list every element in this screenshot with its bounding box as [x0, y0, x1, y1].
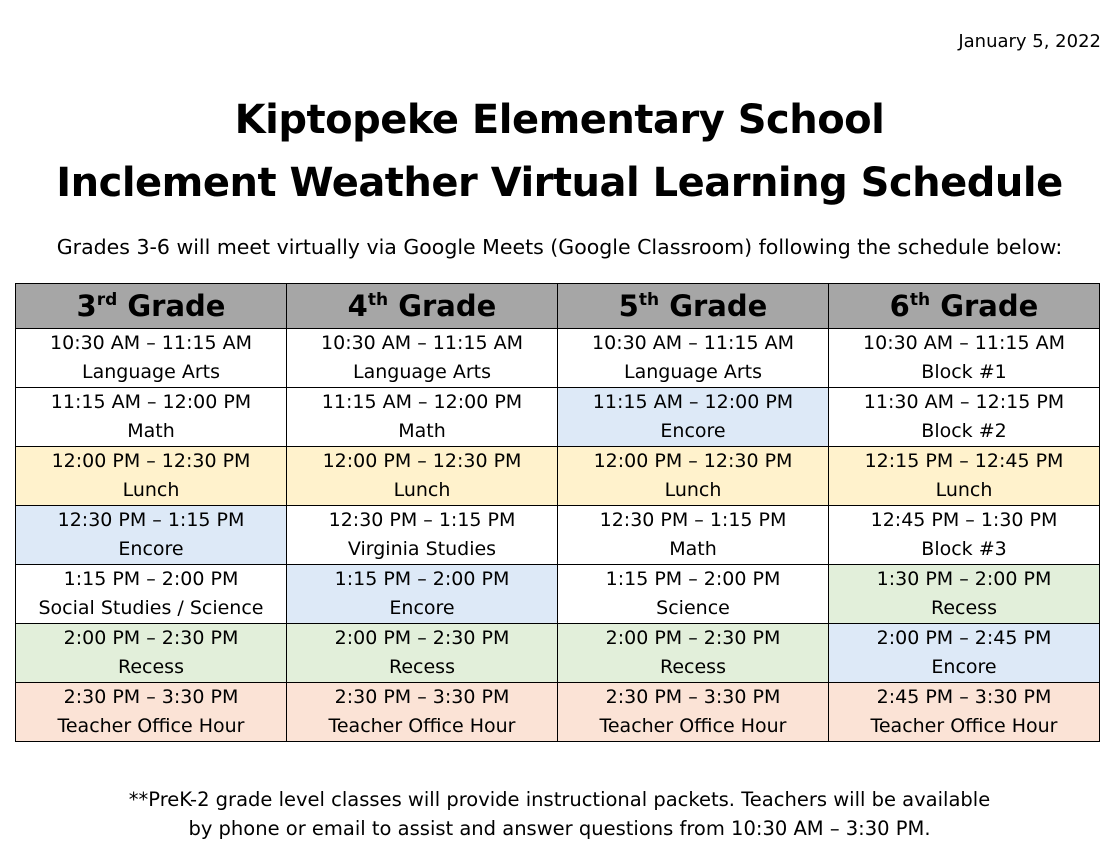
grade-label: Grade [940, 289, 1039, 323]
subject-label: Language Arts [353, 361, 491, 383]
schedule-cell [829, 565, 1100, 624]
grade-4-header [287, 284, 558, 329]
time-slot: 12:00 PM – 12:30 PM [322, 450, 522, 472]
schedule-cell [558, 565, 829, 624]
subject-label: Block #1 [921, 361, 1007, 383]
table-row [16, 683, 1100, 742]
schedule-cell [16, 506, 287, 565]
schedule-cell [287, 565, 558, 624]
schedule-cell [829, 624, 1100, 683]
time-slot: 2:00 PM – 2:30 PM [605, 627, 781, 649]
time-slot: 10:30 AM – 11:15 AM [863, 332, 1065, 354]
header-row [16, 284, 1100, 329]
schedule-cell [829, 506, 1100, 565]
schedule-cell [287, 388, 558, 447]
schedule-table [15, 283, 1100, 742]
table-row [16, 506, 1100, 565]
time-slot: 1:15 PM – 2:00 PM [605, 568, 781, 590]
subject-label: Encore [931, 656, 997, 678]
time-slot: 2:00 PM – 2:30 PM [63, 627, 239, 649]
subject-label: Lunch [122, 479, 180, 501]
schedule-cell [829, 388, 1100, 447]
time-slot: 12:30 PM – 1:15 PM [328, 509, 516, 531]
schedule-cell [16, 388, 287, 447]
subject-label: Math [127, 420, 175, 442]
time-slot: 10:30 AM – 11:15 AM [321, 332, 523, 354]
time-slot: 2:45 PM – 3:30 PM [876, 686, 1052, 708]
subject-label: Lunch [664, 479, 722, 501]
grade-ordinal-suffix: th [638, 290, 660, 310]
subject-label: Encore [660, 420, 726, 442]
subject-label: Recess [118, 656, 184, 678]
schedule-title: Inclement Weather Virtual Learning Schedule [56, 160, 1063, 206]
time-slot: 10:30 AM – 11:15 AM [50, 332, 252, 354]
grade-5-header [558, 284, 829, 329]
time-slot: 1:15 PM – 2:00 PM [334, 568, 510, 590]
footnote [0, 785, 1119, 843]
time-slot: 2:30 PM – 3:30 PM [605, 686, 781, 708]
schedule-cell [16, 683, 287, 742]
schedule-cell [287, 329, 558, 388]
document-date: January 5, 2022 [958, 31, 1101, 52]
schedule-cell [558, 388, 829, 447]
grade-6-header [829, 284, 1100, 329]
subject-label: Teacher Office Hour [870, 715, 1058, 737]
time-slot: 2:30 PM – 3:30 PM [334, 686, 510, 708]
subject-label: Language Arts [82, 361, 220, 383]
schedule-cell [16, 447, 287, 506]
subject-label: Block #2 [921, 420, 1007, 442]
schedule-cell [287, 683, 558, 742]
footnote-line-2: by phone or email to assist and answer questions from 10:30 AM – 3:30 PM. [188, 817, 931, 840]
subject-label: Lunch [935, 479, 993, 501]
school-name-title: Kiptopeke Elementary School [234, 97, 885, 143]
subject-label: Teacher Office Hour [328, 715, 516, 737]
schedule-cell [829, 683, 1100, 742]
schedule-cell [558, 624, 829, 683]
table-row [16, 388, 1100, 447]
time-slot: 12:45 PM – 1:30 PM [870, 509, 1058, 531]
time-slot: 11:15 AM – 12:00 PM [50, 391, 252, 413]
time-slot: 11:30 AM – 12:15 PM [863, 391, 1065, 413]
time-slot: 1:30 PM – 2:00 PM [876, 568, 1052, 590]
subject-label: Language Arts [624, 361, 762, 383]
subject-label: Encore [389, 597, 455, 619]
grade-number: 3 [76, 289, 97, 323]
subject-label: Block #3 [921, 538, 1007, 560]
schedule-cell [829, 447, 1100, 506]
time-slot: 11:15 AM – 12:00 PM [592, 391, 794, 413]
time-slot: 11:15 AM – 12:00 PM [321, 391, 523, 413]
schedule-cell [16, 565, 287, 624]
time-slot: 12:00 PM – 12:30 PM [593, 450, 793, 472]
time-slot: 2:00 PM – 2:45 PM [876, 627, 1052, 649]
table-row [16, 447, 1100, 506]
time-slot: 2:30 PM – 3:30 PM [63, 686, 239, 708]
schedule-cell [287, 624, 558, 683]
table-row [16, 624, 1100, 683]
time-slot: 1:15 PM – 2:00 PM [63, 568, 239, 590]
subject-label: Science [656, 597, 730, 619]
schedule-cell [558, 506, 829, 565]
schedule-cell [16, 329, 287, 388]
subject-label: Lunch [393, 479, 451, 501]
time-slot: 2:00 PM – 2:30 PM [334, 627, 510, 649]
time-slot: 12:00 PM – 12:30 PM [51, 450, 251, 472]
schedule-cell [829, 329, 1100, 388]
subject-label: Math [669, 538, 717, 560]
subject-label: Recess [931, 597, 997, 619]
grade-label: Grade [669, 289, 768, 323]
schedule-cell [558, 447, 829, 506]
time-slot: 12:15 PM – 12:45 PM [864, 450, 1064, 472]
subject-label: Teacher Office Hour [599, 715, 787, 737]
time-slot: 10:30 AM – 11:15 AM [592, 332, 794, 354]
grade-number: 5 [618, 289, 639, 323]
grade-3-header [16, 284, 287, 329]
subject-label: Teacher Office Hour [57, 715, 245, 737]
subject-label: Recess [660, 656, 726, 678]
schedule-cell [16, 624, 287, 683]
time-slot: 12:30 PM – 1:15 PM [599, 509, 787, 531]
schedule-intro-text: Grades 3-6 will meet virtually via Google Meets (Google Classroom) following the schedule below: [56, 235, 1063, 259]
subject-label: Recess [389, 656, 455, 678]
table-row [16, 565, 1100, 624]
footnote-line-1: **PreK-2 grade level classes will provide instructional packets. Teachers will be available [128, 788, 991, 811]
schedule-cell [287, 506, 558, 565]
subject-label: Encore [118, 538, 184, 560]
grade-ordinal-suffix: th [909, 290, 931, 310]
grade-label: Grade [127, 289, 226, 323]
schedule-cell [558, 329, 829, 388]
schedule-cell [558, 683, 829, 742]
subject-label: Social Studies / Science [38, 597, 264, 619]
grade-number: 4 [347, 289, 368, 323]
subject-label: Math [398, 420, 446, 442]
time-slot: 12:30 PM – 1:15 PM [57, 509, 245, 531]
grade-ordinal-suffix: th [367, 290, 389, 310]
grade-ordinal-suffix: rd [96, 290, 118, 310]
schedule-cell [287, 447, 558, 506]
grade-label: Grade [398, 289, 497, 323]
table-row [16, 329, 1100, 388]
subject-label: Virginia Studies [347, 538, 497, 560]
grade-number: 6 [889, 289, 910, 323]
